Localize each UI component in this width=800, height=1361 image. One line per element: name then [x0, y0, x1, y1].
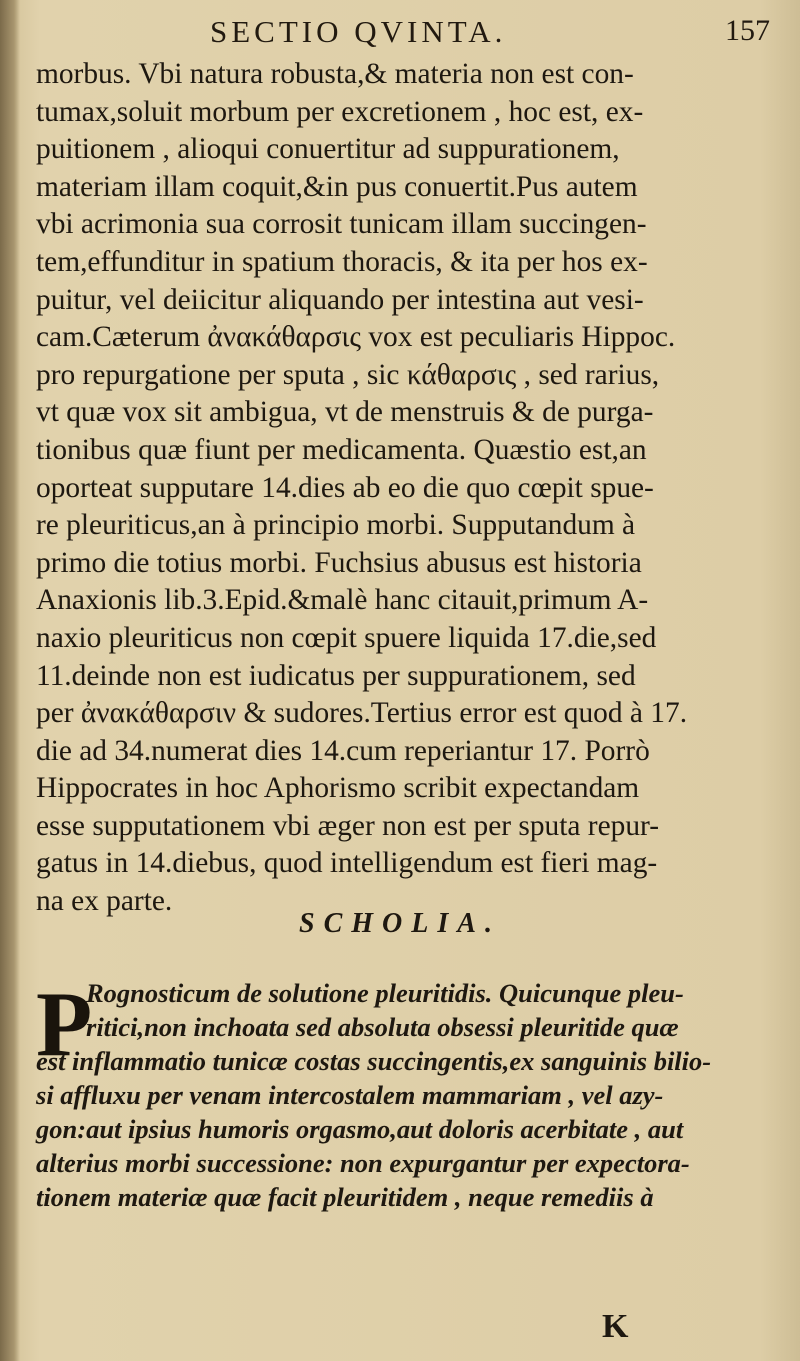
drop-cap: P — [36, 973, 93, 1075]
scholia-line: gon:aut ipsius humoris orgasmo,aut doloris acerbitate , aut — [36, 1114, 684, 1144]
text-line: puitur, vel deiicitur aliquando per intestina aut vesi- — [36, 283, 644, 316]
text-line: puitionem , alioqui conuertitur ad suppurationem, — [36, 133, 620, 166]
text-line: esse supputationem vbi æger non est per sputa repur- — [36, 809, 660, 842]
page-header — [30, 14, 770, 54]
text-line: Hippocrates in hoc Aphorismo scribit expectandam — [36, 772, 640, 805]
text-line: per ἀνακάθαρσιν & sudores.Tertius error est quod à 17. — [36, 697, 688, 730]
text-line: re pleuriticus,an à principio morbi. Supputandum à — [36, 509, 636, 542]
page-binding-shadow — [0, 0, 20, 1361]
text-line: tumax,soluit morbum per excretionem , hoc est, ex- — [36, 95, 644, 128]
text-line: morbus. Vbi natura robusta,& materia non est con- — [36, 58, 634, 90]
text-line: 11.deinde non est iudicatus per suppurationem, sed — [36, 659, 636, 692]
scholia-line: ritici,non inchoata sed absoluta obsessi pleuritide quæ — [86, 1012, 679, 1042]
scholia-heading: SCHOLIA. — [299, 908, 501, 939]
text-line: oporteat supputare 14.dies ab eo die quo cœpit spue- — [36, 471, 654, 504]
text-line: tionibus quæ fiunt per medicamenta. Quæstio est,an — [36, 433, 647, 466]
text-line: vbi acrimonia sua corrosit tunicam illam succingen- — [36, 208, 647, 241]
scholia-line: tionem materiæ quæ facit pleuritidem , neque remediis à — [36, 1182, 654, 1212]
text-line: naxio pleuriticus non cœpit spuere liquida 17.die,sed — [36, 621, 657, 654]
text-line: pro repurgatione per sputa , sic κάθαρσις , sed rarius, — [36, 358, 660, 391]
text-line: primo die totius morbi. Fuchsius abusus est historia — [36, 546, 642, 579]
scholia-line: est inflammatio tunicæ costas succingentis,ex sanguinis bilio- — [36, 1046, 712, 1076]
text-line: die ad 34.numerat dies 14.cum reperiantur 17. Porrò — [36, 734, 650, 767]
scholia-line: si affluxu per venam intercostalem mammariam , vel azy- — [36, 1080, 664, 1110]
text-line: cam.Cæterum ἀνακάθαρσις vox est peculiaris Hippoc. — [36, 321, 676, 354]
text-line: na ex parte. — [36, 885, 173, 918]
scholia-line: Rognosticum de solutione pleuritidis. Quicunque pleu- — [86, 978, 684, 1008]
text-line: vt quæ vox sit ambigua, vt de menstruis & de purga- — [36, 396, 654, 429]
text-line: Anaxionis lib.3.Epid.&malè hanc citauit,primum A- — [36, 584, 649, 617]
signature-mark: K — [602, 1308, 629, 1345]
scholia-text-block — [36, 973, 768, 1214]
page-number: 157 — [725, 14, 770, 47]
text-line: tem,effunditur in spatium thoracis, & ita per hos ex- — [36, 245, 648, 278]
main-text-block — [36, 56, 766, 921]
running-head: SECTIO QVINTA. — [210, 14, 507, 49]
text-line: gatus in 14.diebus, quod intelligendum est fieri mag- — [36, 847, 658, 880]
text-line: materiam illam coquit,&in pus conuertit.Pus autem — [36, 170, 638, 203]
scholia-line: alterius morbi successione: non expurgantur per expectora- — [36, 1148, 690, 1178]
